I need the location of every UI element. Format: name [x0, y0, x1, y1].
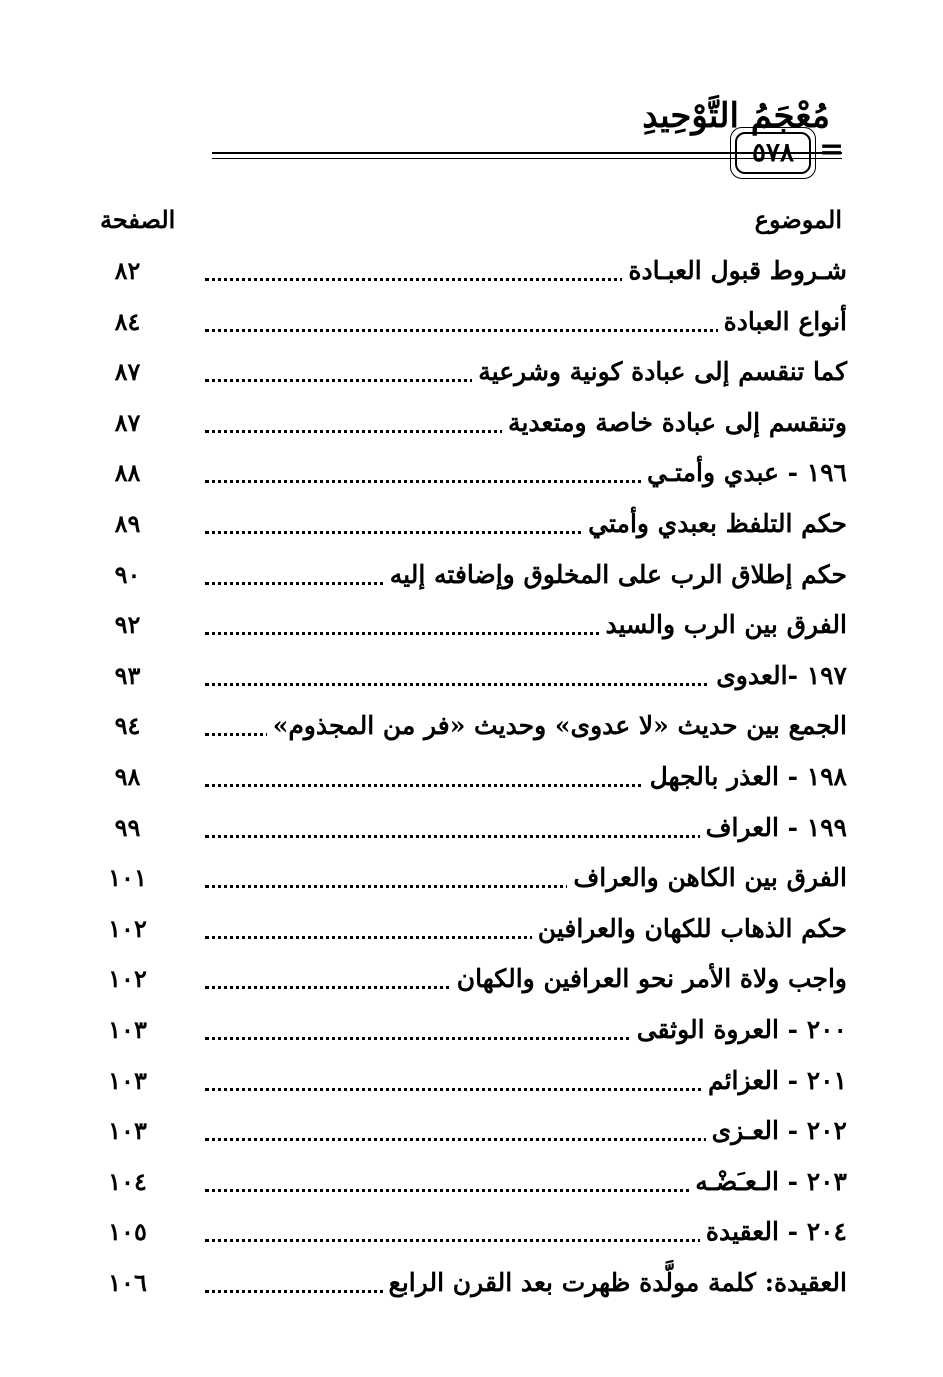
entry-page: ٨٢: [114, 256, 141, 285]
entry-title: واجب ولاة الأمر نحو العرافين والكهان: [451, 964, 847, 993]
entry-page: ٩٣: [114, 660, 141, 690]
entry-title: شـروط قبول العبـادة: [622, 256, 847, 285]
entry-title: العقيدة: كلمة مولَّدة ظهرت بعد القرن الرابع: [383, 1268, 847, 1297]
table-of-contents: [95, 248, 847, 1310]
toc-entry[interactable]: [95, 754, 847, 805]
entry-title: الجمع بين حديث «لا عدوى» وحديث «فر من المجذوم»: [267, 711, 847, 740]
toc-entry[interactable]: [95, 349, 847, 400]
toc-entry[interactable]: [95, 1108, 847, 1159]
toc-entry[interactable]: [95, 855, 847, 906]
entry-title: أنواع العبادة: [718, 307, 847, 336]
entry-page: ١٠٤: [108, 1166, 147, 1196]
entry-page: ٨٤: [114, 306, 141, 336]
entry-title: حكم الذهاب للكهان والعرافين: [532, 914, 847, 943]
entry-title: ٢٠١ - العزائم: [702, 1066, 847, 1095]
toc-entry[interactable]: [95, 956, 847, 1007]
toc-entry[interactable]: [95, 450, 847, 501]
book-title: مُعْجَمُ التَّوْحِيدِ: [642, 96, 830, 136]
toc-entry[interactable]: [95, 653, 847, 704]
toc-entry[interactable]: [95, 299, 847, 350]
entry-page: ١٠٢: [108, 913, 147, 943]
entry-page: ١٠٣: [108, 1014, 147, 1044]
entry-page: ٨٩: [114, 508, 141, 538]
entry-page: ١٠١: [108, 863, 147, 893]
toc-entry[interactable]: [95, 906, 847, 957]
entry-title: ١٩٦ - عبدي وأمتـي: [641, 458, 847, 487]
toc-entry[interactable]: [95, 552, 847, 603]
toc-entry[interactable]: [95, 1058, 847, 1109]
header-mark: =: [819, 132, 845, 167]
entry-title: وتنقسم إلى عبادة خاصة ومتعدية: [502, 408, 847, 437]
entry-page: ٩٢: [114, 610, 141, 640]
entry-title: ١٩٧ -العدوى: [710, 661, 847, 690]
entry-page: ٩٨: [114, 761, 141, 791]
entry-page: ١٠٣: [108, 1116, 147, 1146]
entry-title: ٢٠٠ - العروة الوثقى: [631, 1015, 847, 1044]
entry-title: حكم إطلاق الرب على المخلوق وإضافته إليه: [384, 560, 847, 589]
entry-page: ٨٨: [114, 458, 141, 488]
entry-title: ٢٠٣ - الـعـَضْـه: [689, 1167, 847, 1196]
entry-page: ٩٩: [114, 812, 141, 842]
toc-entry[interactable]: [95, 1007, 847, 1058]
toc-entry[interactable]: [95, 400, 847, 451]
entry-title: كما تنقسم إلى عبادة كونية وشرعية: [472, 357, 847, 386]
toc-entry[interactable]: [95, 1209, 847, 1260]
page-number: ٥٧٨: [735, 132, 811, 174]
entry-title: ٢٠٤ - العقيدة: [700, 1217, 847, 1246]
entry-page: ١٠٥: [108, 1217, 147, 1247]
entry-page: ١٠٣: [108, 1065, 147, 1095]
column-head-topic: الموضوع: [754, 205, 842, 234]
entry-title: ١٩٩ - العراف: [700, 813, 847, 842]
entry-title: ٢٠٢ - العـزى: [706, 1116, 847, 1145]
toc-entry[interactable]: [95, 501, 847, 552]
entry-page: ١٠٢: [108, 964, 147, 994]
entry-page: ٩٠: [114, 559, 141, 589]
toc-entry[interactable]: [95, 248, 847, 299]
toc-entry[interactable]: [95, 805, 847, 856]
column-head-page: الصفحة: [100, 205, 176, 234]
entry-title: ١٩٨ - العذر بالجهل: [644, 762, 847, 791]
toc-entry[interactable]: [95, 703, 847, 754]
toc-entry[interactable]: [95, 1260, 847, 1311]
entry-title: الفرق بين الرب والسيد: [599, 610, 847, 639]
entry-page: ٨٧: [114, 407, 141, 437]
entry-title: الفرق بين الكاهن والعراف: [567, 863, 847, 892]
entry-page: ٩٤: [114, 711, 141, 741]
toc-entry[interactable]: [95, 602, 847, 653]
entry-page: ١٠٦: [108, 1267, 147, 1297]
entry-title: حكم التلفظ بعبدي وأمتي: [582, 509, 847, 538]
toc-entry[interactable]: [95, 1159, 847, 1210]
entry-page: ٨٧: [114, 357, 141, 387]
